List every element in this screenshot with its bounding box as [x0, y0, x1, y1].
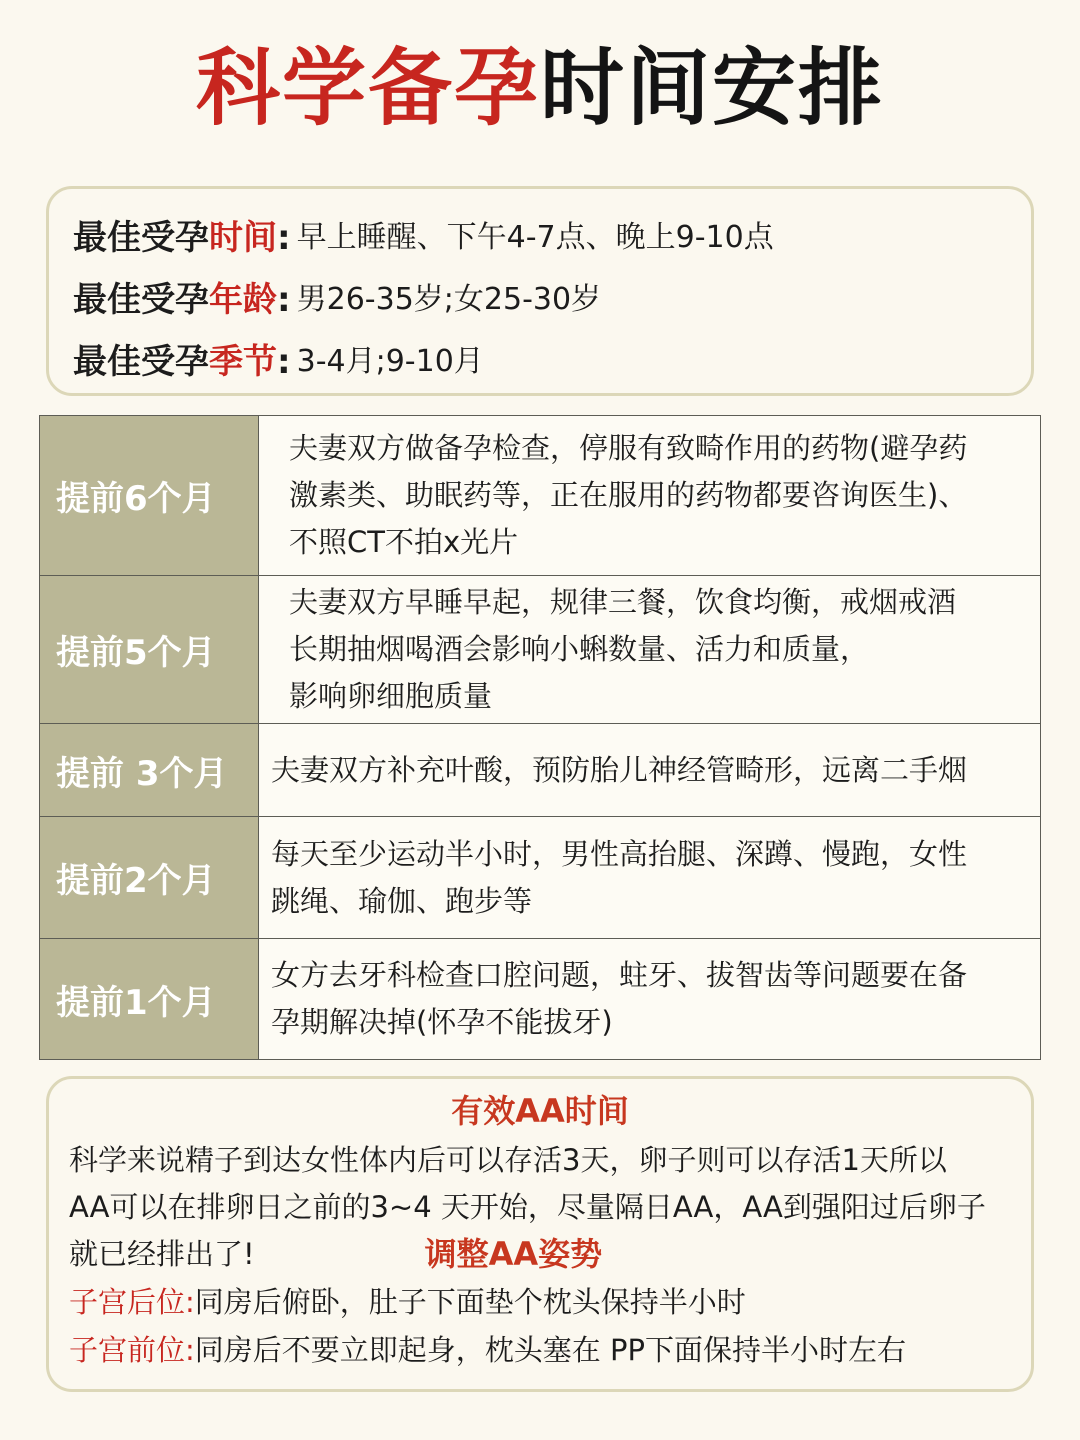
schedule-line: 孕期解决掉(怀孕不能拔牙) [271, 1005, 613, 1039]
position-label: 子宫后位: [69, 1285, 195, 1319]
info-row-time [73, 203, 1007, 265]
schedule-line: 夫妻双方早睡早起，规律三餐，饮食均衡，戒烟戒酒 [289, 585, 957, 619]
schedule-line: 夫妻双方做备孕检查，停服有致畸作用的药物(避孕药 [289, 431, 968, 465]
schedule-line: 影响卵细胞质量 [289, 679, 493, 713]
schedule-line: 每天至少运动半小时，男性高抬腿、深蹲、慢跑，女性 [271, 836, 968, 871]
schedule-text [259, 817, 1041, 939]
aa-body-line: 就已经排出了! [69, 1237, 255, 1271]
aa-body-last-line [69, 1231, 1011, 1278]
info-row-season [73, 327, 1007, 389]
schedule-text [259, 576, 1041, 724]
info-label-highlight: 年龄 [209, 279, 277, 320]
info-label-highlight: 时间 [209, 217, 277, 258]
schedule-row-1-month [40, 939, 1041, 1060]
schedule-label: 提前 3个月 [40, 724, 259, 817]
schedule-label: 提前2个月 [40, 817, 259, 939]
schedule-row-6-months [40, 416, 1041, 576]
schedule-text [259, 416, 1041, 576]
aa-body-line: AA可以在排卵日之前的3~4 天开始，尽量隔日AA，AA到强阳过后卵子 [69, 1190, 986, 1224]
info-label-prefix: 最佳受孕 [73, 217, 209, 258]
schedule-line: 女方去牙科检查口腔问题，蛀牙、拔智齿等问题要在备 [271, 958, 968, 992]
info-label-colon: : [277, 217, 291, 258]
position-row-retroverted [69, 1278, 1011, 1326]
schedule-line: 不照CT不拍x光片 [289, 525, 519, 559]
info-label-prefix: 最佳受孕 [73, 279, 209, 320]
aa-timing-text [69, 1137, 1011, 1278]
info-value: 早上睡醒、下午4-7点、晚上9-10点 [296, 220, 774, 255]
info-label [73, 272, 291, 321]
aa-position-heading: 调整AA姿势 [424, 1235, 603, 1273]
schedule-line: 跳绳、瑜伽、跑步等 [271, 883, 533, 918]
position-row-anteverted [69, 1326, 1011, 1374]
aa-body-line: 科学来说精子到达女性体内后可以存活3天，卵子则可以存活1天所以 [69, 1143, 947, 1177]
schedule-row-3-months [40, 724, 1041, 817]
schedule-label: 提前6个月 [40, 416, 259, 576]
schedule-row-2-months [40, 817, 1041, 939]
info-value: 3-4月;9-10月 [296, 344, 484, 379]
info-label-colon: : [277, 279, 291, 320]
info-label-prefix: 最佳受孕 [73, 341, 209, 382]
schedule-row-5-months [40, 576, 1041, 724]
position-text: 同房后俯卧，肚子下面垫个枕头保持半小时 [194, 1285, 746, 1319]
info-row-age [73, 265, 1007, 327]
page-title [0, 38, 1080, 138]
aa-timing-heading: 有效AA时间 [451, 1092, 629, 1130]
position-label: 子宫前位: [69, 1333, 195, 1367]
schedule-text [259, 939, 1041, 1060]
schedule-line: 激素类、助眠药等，正在服用的药物都要咨询医生)、 [289, 478, 968, 512]
title-black-part: 时间安排 [540, 39, 885, 137]
schedule-label: 提前5个月 [40, 576, 259, 724]
info-label [73, 210, 291, 259]
info-value: 男26-35岁;女25-30岁 [296, 282, 602, 317]
preparation-schedule-table [39, 415, 1041, 1060]
position-text: 同房后不要立即起身，枕头塞在 PP下面保持半小时左右 [194, 1333, 906, 1367]
info-label-highlight: 季节 [209, 341, 277, 382]
title-red-part: 科学备孕 [195, 39, 540, 137]
schedule-text [259, 724, 1041, 817]
schedule-line: 长期抽烟喝酒会影响小蝌数量、活力和质量， [289, 632, 870, 666]
best-conception-info-card [46, 186, 1034, 396]
aa-tips-card [46, 1076, 1034, 1392]
schedule-line: 夫妻双方补充叶酸，预防胎儿神经管畸形，远离二手烟 [271, 752, 968, 787]
info-label-colon: : [277, 341, 291, 382]
info-label [73, 334, 291, 383]
schedule-label: 提前1个月 [40, 939, 259, 1060]
